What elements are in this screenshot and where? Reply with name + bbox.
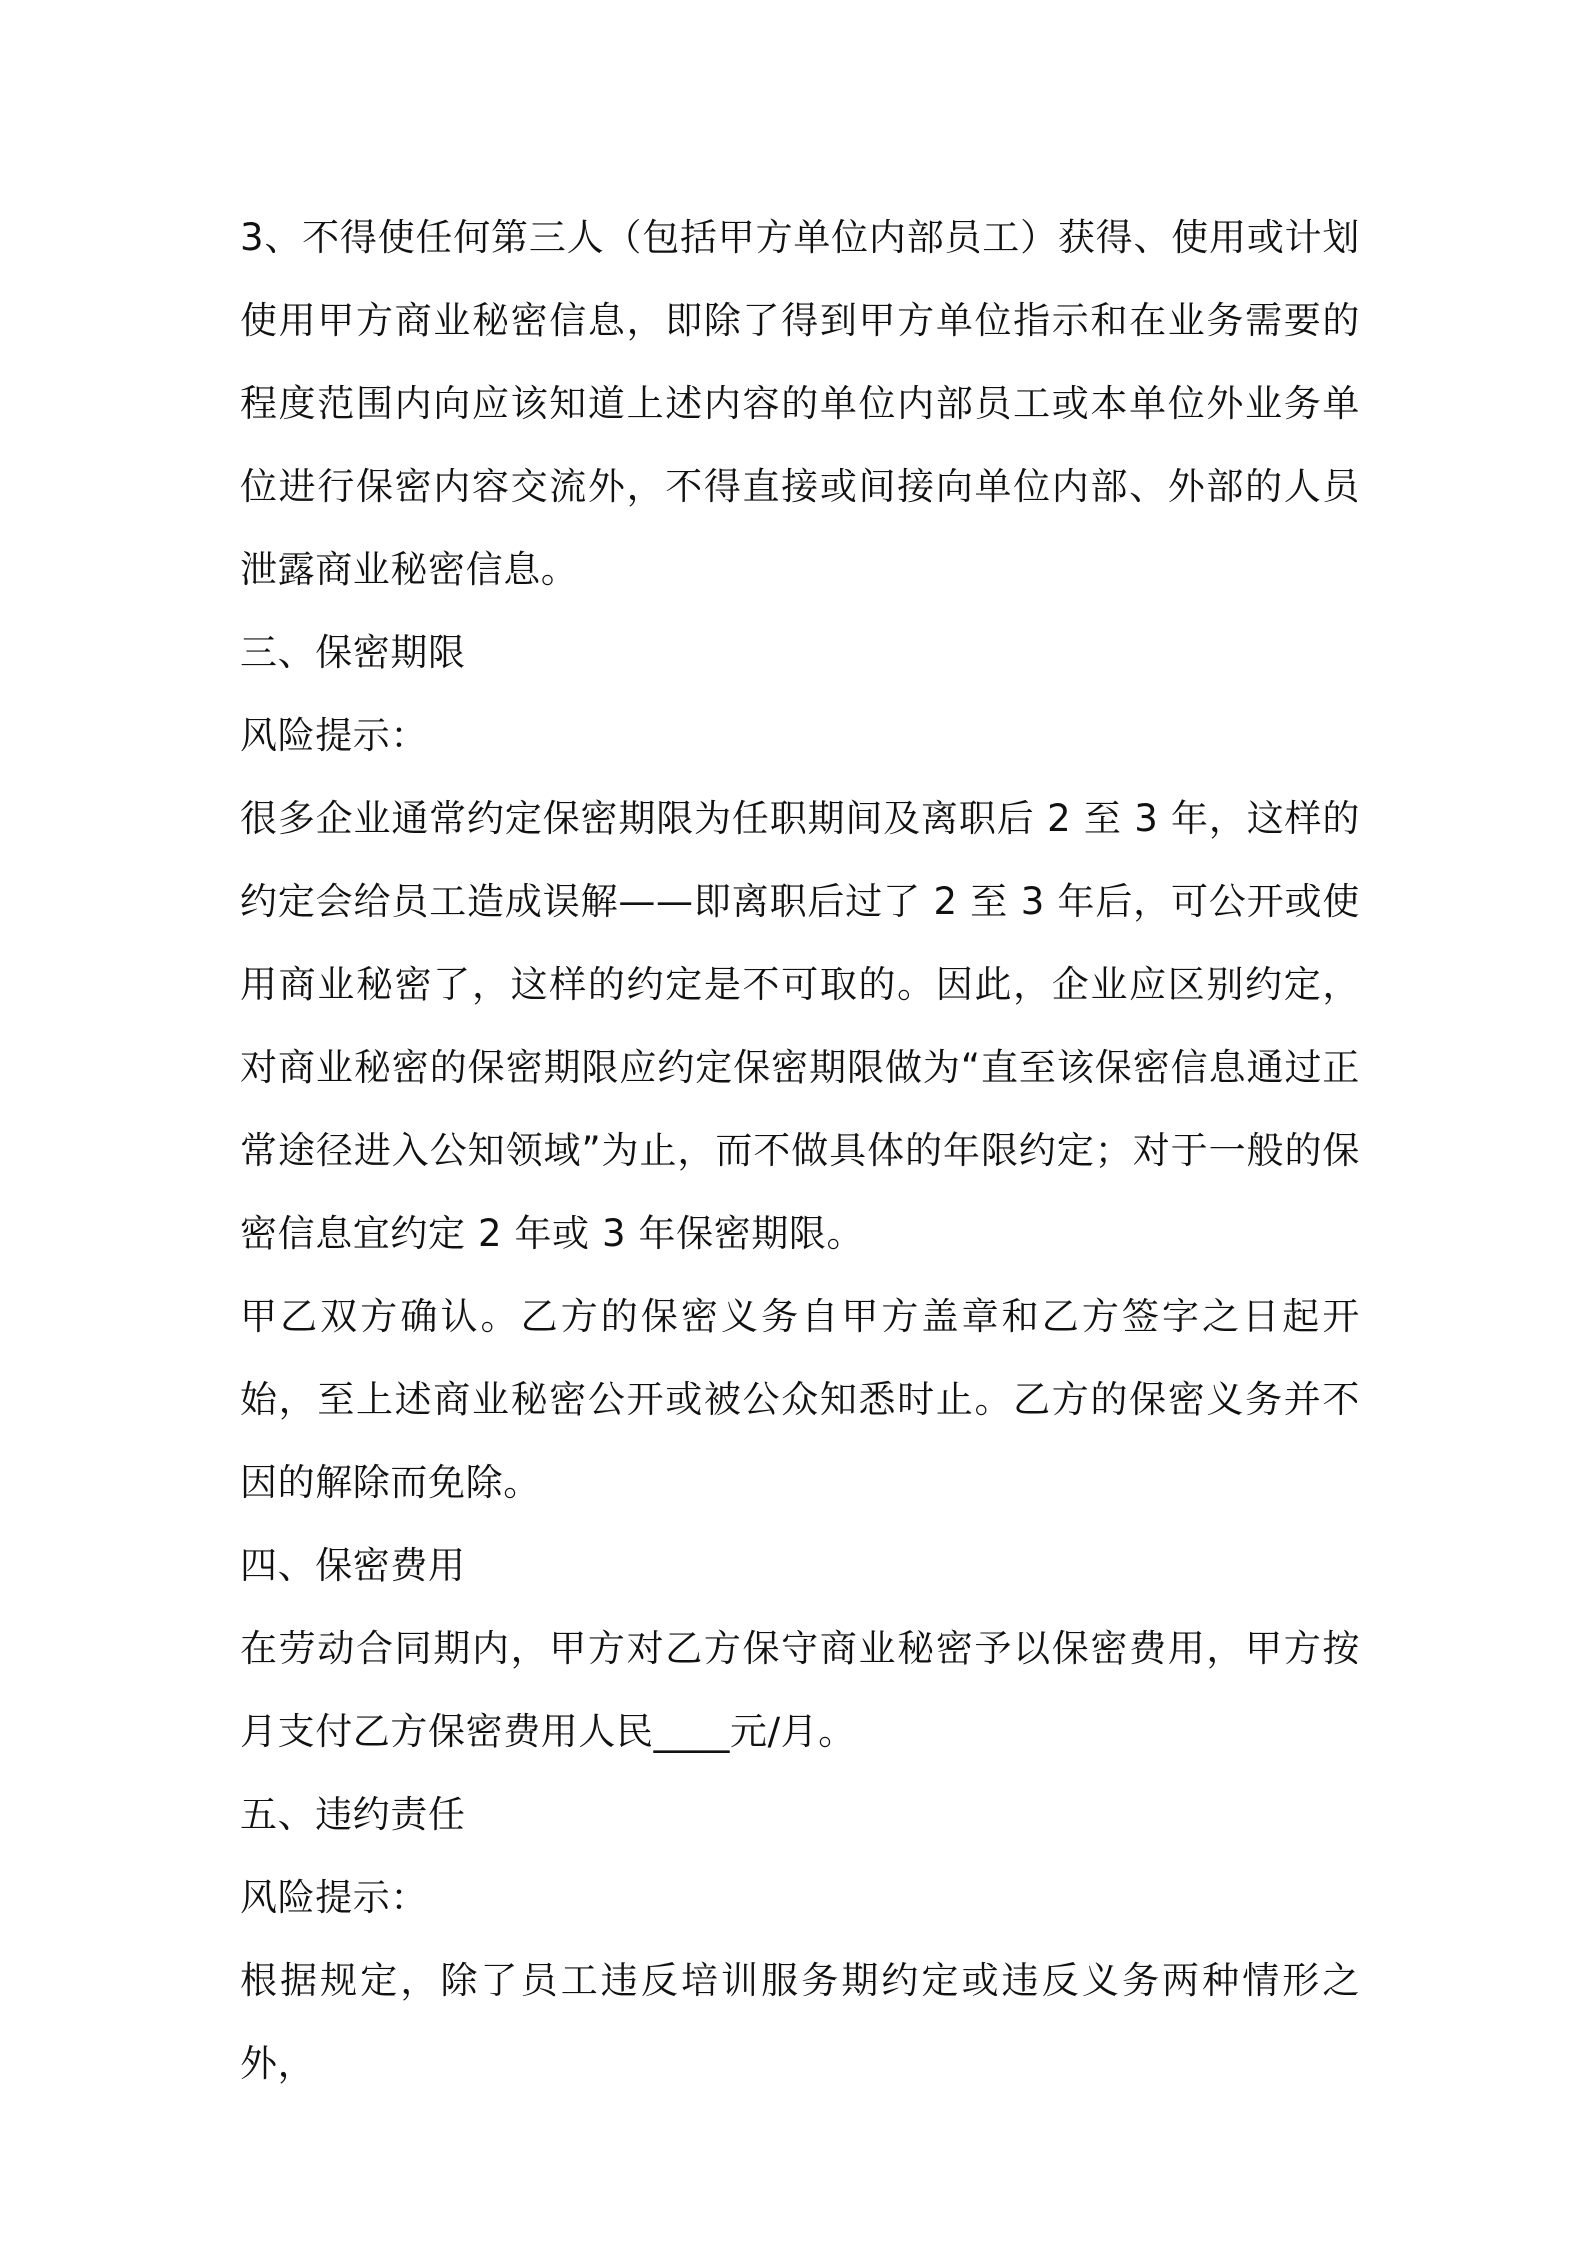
risk-notice-label-2: 风险提示： xyxy=(240,1876,428,1919)
section-heading-confidentiality-fee: 四、保密费用 xyxy=(240,1544,466,1587)
fee-paragraph: 在劳动合同期内，甲方对乙方保守商业秘密予以保密费用，甲方按月支付乙方保密费用人民____元/月。 xyxy=(240,1627,1360,1753)
clause-3-paragraph: 3、不得使任何第三人（包括甲方单位内部员工）获得、使用或计划使用甲方商业秘密信息，即除了得到甲方单位指示和在业务需要的程度范围内向应该知道上述内容的单位内部员工或本单位外业务单位进行保密内容交流外，不得直接或间接向单位内部、外部的人员泄露商业秘密信息。 xyxy=(240,216,1360,591)
risk-notice-paragraph: 很多企业通常约定保密期限为任职期间及离职后 2 至 3 年，这样的约定会给员工造成误解——即离职后过了 2 至 3 年后，可公开或使用商业秘密了，这样的约定是不可取的。因此，企业应区别约定，对商业秘密的保密期限应约定保密期限做为“直至该保密信息通过正常途径进入公知领域”为止，而不做具体的年限约定；对于一般的保密信息宜约定 2 年或 3 年保密期限。 xyxy=(240,797,1360,1255)
liability-paragraph: 根据规定，除了员工违反培训服务期约定或违反义务两种情形之外， xyxy=(240,1959,1360,2085)
confirmation-paragraph: 甲乙双方确认。乙方的保密义务自甲方盖章和乙方签字之日起开始，至上述商业秘密公开或被公众知悉时止。乙方的保密义务并不因的解除而免除。 xyxy=(240,1295,1360,1504)
section-heading-confidentiality-period: 三、保密期限 xyxy=(240,631,466,674)
document-body xyxy=(240,196,1360,2105)
risk-notice-label: 风险提示： xyxy=(240,714,428,757)
section-heading-liability: 五、违约责任 xyxy=(240,1793,466,1836)
